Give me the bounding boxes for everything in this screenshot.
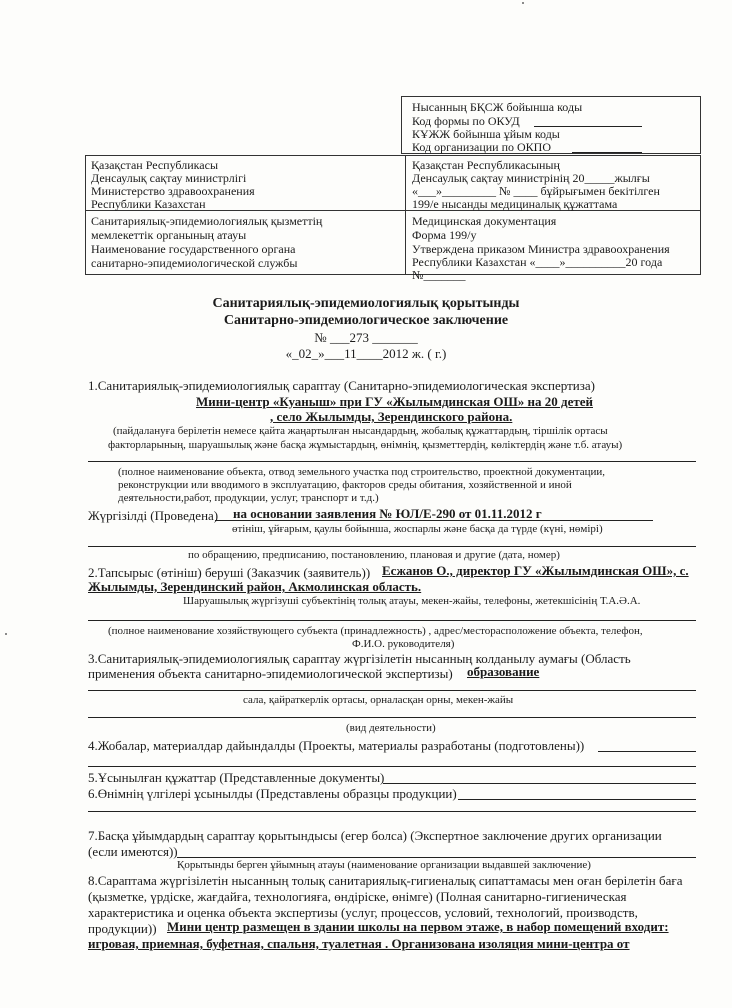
section-3-hint-kz: сала, қайраткерлік ортасы, орналасқан орны, мекен-жайы (243, 694, 514, 706)
med-doc-3: Утверждена приказом Министра здравоохранения (412, 242, 670, 256)
section-7-hint: Қорытынды берген ұйымның атауы (наименование организации выдавшей заключение) (177, 859, 591, 871)
section-2-customer: Есжанов О., директор ГУ «Жылымдинская ОШ», с. (382, 563, 689, 578)
ministry-ru-1: Министерство здравоохранения (91, 184, 255, 198)
section-1-label: 1.Санитариялық-эпидемиологиялық сараптау (Санитарно-эпидемиологическая экспертиза) (88, 378, 595, 393)
agency-kz-2: мемлекеттік органының атауы (91, 228, 247, 242)
med-doc-1: Медицинская документация (412, 214, 557, 228)
section-4-label: 4.Жобалар, материалдар дайындалды (Проекты, материалы разработаны (подготовлены)) (88, 738, 585, 753)
ministry-kz-2: Денсаулық сақтау министрлігі (91, 171, 247, 185)
med-doc-5: №_______ (412, 268, 466, 282)
approval-kz-3: «___»_________ № ____ бұйрығымен бекітілген (412, 184, 660, 198)
scan-speck (5, 633, 7, 635)
section-2-label: 2.Тапсырыс (өтініш) беруші (Заказчик (заявитель)) (88, 565, 371, 580)
agency-kz-1: Санитариялық-эпидемиологиялық қызметтің (91, 214, 323, 228)
conducted-hint-kz: өтініш, ұйғарым, қаулы бойынша, жоспарлы және басқа да түрде (күні, нөмірі) (232, 523, 603, 535)
conducted-label: Жүргізілді (Проведена) (88, 508, 219, 523)
section-1-object-name: Мини-центр «Куаныш» при ГУ «Жылымдинская ОШ» на 20 детей (196, 394, 593, 409)
agency-ru-2: санитарно-эпидемиологической службы (91, 256, 298, 270)
approval-kz-1: Қазақстан Республикасының (412, 158, 560, 172)
section-8-description-2: игровая, приемная, буфетная, спальня, туалетная . Организована изоляция мини-центра от (88, 936, 630, 951)
section-1-object-location: , село Жылымды, Зерендинского района. (270, 409, 513, 424)
document-number: № ___273 _______ (314, 330, 418, 345)
document-date: «_02_»___11____2012 ж. ( г.) (285, 346, 447, 361)
scan-speck (522, 2, 524, 4)
code-line-4: Код организации по ОКПО (412, 140, 552, 154)
section-2-hint-kz: Шаруашылық жүргізуші субъектінің толық атауы, мекен-жайы, телефоны, жетекшісінің Т.А.Ә.А. (183, 595, 641, 607)
section-1-hint-ru-3: деятельности,работ, продукции, услуг, транспорт и т.д.) (118, 492, 379, 504)
conducted-basis: на основании заявления № ЮЛ/Е-290 от 01.11.2012 г (233, 506, 542, 521)
approval-kz-2: Денсаулық сақтау министрінің 20_____жылғы (412, 171, 650, 185)
section-2-hint-ru-1: (полное наименование хозяйствующего субъекта (принадлежность) , адрес/месторасположение объекта, телефон, (108, 625, 643, 637)
section-1-hint-ru-2: реконструкции или вводимого в эксплуатацию, факторов среды обитания, хозяйственной и иной (118, 479, 572, 491)
ministry-ru-2: Республики Казахстан (91, 197, 206, 211)
section-2-hint-ru-2: Ф.И.О. руководителя) (352, 638, 455, 650)
agency-ru-1: Наименование государственного органа (91, 242, 296, 256)
approval-kz-4: 199/е нысанды медициналық құжаттама (412, 197, 618, 211)
title-ru: Санитарно-эпидемиологическое заключение (223, 313, 509, 328)
section-8-description-1: Мини центр размещен в здании школы на первом этаже, в набор помещений входит: (167, 919, 669, 934)
section-3-label-1: 3.Санитариялық-эпидемиологиялық сараптау жүргізілетін нысанның колданылу аумағы (Область (88, 651, 631, 666)
code-line-1: Нысанның БҚСЖ бойынша коды (412, 100, 583, 114)
section-3-scope: образование (467, 664, 540, 679)
section-8-label-2: (қызметке, үрдіске, жағдайға, технологияға, өндіріске, өнімге) (Полная санитарно-гигиеническая (88, 889, 627, 904)
section-2-customer-address: Жылымды, Зерендинский район, Акмолинская область. (88, 579, 422, 594)
section-5-label: 5.Ұсынылған құжаттар (Представленные документы) (88, 770, 385, 785)
section-8-label-3: характеристика и оценка объекта экспертизы (услуг, процессов, условий, технологий, производств, (88, 905, 638, 920)
code-line-2: Код формы по ОКУД (412, 114, 520, 128)
code-line-3: КҰЖЖ бойынша ұйым коды (412, 127, 560, 141)
ministry-kz-1: Қазақстан Республикасы (91, 158, 219, 172)
section-6-label: 6.Өнімнің үлгілері ұсынылды (Представлены образцы продукции) (88, 786, 457, 801)
title-kz: Санитариялық-эпидемиологиялық қорытынды (212, 296, 520, 311)
section-7-label-2: (если имеются)) (88, 844, 178, 859)
section-1-hint-ru-1: (полное наименование объекта, отвод земельного участка под строительство, проектной документации, (118, 466, 606, 478)
section-8-label-1: 8.Сараптама жүргізілетін нысанның толық санитариялық-гигиеналық сипаттамасы мен оған берілетін баға (88, 873, 683, 888)
section-7-label-1: 7.Басқа ұйымдардың сараптау қорытындысы (егер болса) (Экспертное заключение других организации (88, 828, 662, 843)
med-doc-4: Республики Казахстан «____»__________20 года (412, 255, 663, 269)
med-doc-2: Форма 199/у (412, 228, 477, 242)
section-1-hint-kz-1: (пайдалануға берілетін немесе қайта жаңартылған нысандардың, жобалық құжаттардың, тіршілік ортасы (113, 425, 608, 437)
section-8-label-4: продукции)) (88, 921, 157, 936)
section-1-hint-kz-2: факторларының, шаруашылық және басқа жұмыстардың, өнімнің, қызметтердің, көліктердің және т.б. атауы) (108, 439, 623, 451)
conducted-hint-ru: по обращению, предписанию, постановлению, плановая и другие (дата, номер) (188, 549, 560, 561)
section-3-hint-ru: (вид деятельности) (346, 722, 436, 734)
code-box (401, 96, 701, 154)
section-3-label-2: применения объекта санитарно-эпидемиологической экспертизы) (88, 666, 453, 681)
